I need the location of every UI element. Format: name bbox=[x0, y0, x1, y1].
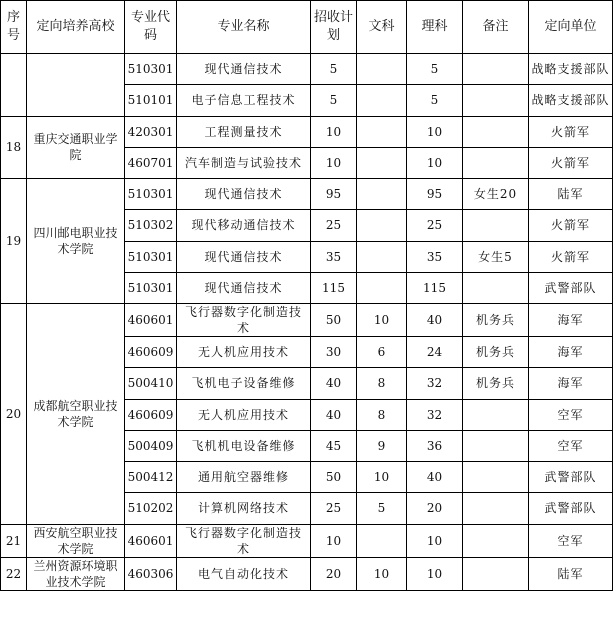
science-cell: 10 bbox=[407, 147, 463, 178]
code-cell: 460601 bbox=[125, 524, 177, 557]
unit-cell: 武警部队 bbox=[529, 272, 613, 303]
science-cell: 10 bbox=[407, 524, 463, 557]
unit-cell: 战略支援部队 bbox=[529, 54, 613, 85]
school-cell: 成都航空职业技术学院 bbox=[27, 304, 125, 525]
seq-cell: 20 bbox=[1, 304, 27, 525]
unit-cell: 火箭军 bbox=[529, 210, 613, 241]
code-cell: 510301 bbox=[125, 272, 177, 303]
science-cell: 20 bbox=[407, 493, 463, 524]
code-cell: 510301 bbox=[125, 54, 177, 85]
code-cell: 510202 bbox=[125, 493, 177, 524]
code-cell: 460609 bbox=[125, 337, 177, 368]
liberal-arts-cell bbox=[357, 116, 407, 147]
remarks-cell bbox=[463, 493, 529, 524]
code-cell: 510301 bbox=[125, 241, 177, 272]
header-liberal-arts: 文科 bbox=[357, 1, 407, 54]
liberal-arts-cell bbox=[357, 147, 407, 178]
science-cell: 24 bbox=[407, 337, 463, 368]
liberal-arts-cell: 5 bbox=[357, 493, 407, 524]
remarks-cell: 机务兵 bbox=[463, 337, 529, 368]
header-unit: 定向单位 bbox=[529, 1, 613, 54]
unit-cell: 空军 bbox=[529, 524, 613, 557]
remarks-cell: 机务兵 bbox=[463, 368, 529, 399]
major-name-cell: 飞机电子设备维修 bbox=[177, 368, 311, 399]
header-code: 专业代码 bbox=[125, 1, 177, 54]
remarks-cell bbox=[463, 399, 529, 430]
science-cell: 40 bbox=[407, 462, 463, 493]
school-cell: 四川邮电职业技术学院 bbox=[27, 179, 125, 304]
school-cell: 重庆交通职业学院 bbox=[27, 116, 125, 179]
major-name-cell: 现代通信技术 bbox=[177, 54, 311, 85]
science-cell: 5 bbox=[407, 85, 463, 116]
plan-cell: 35 bbox=[311, 241, 357, 272]
unit-cell: 海军 bbox=[529, 368, 613, 399]
major-name-cell: 通用航空器维修 bbox=[177, 462, 311, 493]
code-cell: 500412 bbox=[125, 462, 177, 493]
table-row bbox=[1, 54, 613, 85]
unit-cell: 武警部队 bbox=[529, 462, 613, 493]
liberal-arts-cell bbox=[357, 272, 407, 303]
liberal-arts-cell bbox=[357, 179, 407, 210]
remarks-cell bbox=[463, 85, 529, 116]
liberal-arts-cell bbox=[357, 524, 407, 557]
major-name-cell: 工程测量技术 bbox=[177, 116, 311, 147]
science-cell: 115 bbox=[407, 272, 463, 303]
remarks-cell bbox=[463, 524, 529, 557]
plan-cell: 50 bbox=[311, 462, 357, 493]
science-cell: 95 bbox=[407, 179, 463, 210]
remarks-cell bbox=[463, 557, 529, 590]
header-school: 定向培养高校 bbox=[27, 1, 125, 54]
plan-cell: 10 bbox=[311, 116, 357, 147]
science-cell: 32 bbox=[407, 368, 463, 399]
major-name-cell: 无人机应用技术 bbox=[177, 337, 311, 368]
plan-cell: 115 bbox=[311, 272, 357, 303]
plan-cell: 40 bbox=[311, 399, 357, 430]
header-remarks: 备注 bbox=[463, 1, 529, 54]
liberal-arts-cell: 10 bbox=[357, 304, 407, 337]
major-name-cell: 现代通信技术 bbox=[177, 241, 311, 272]
plan-cell: 10 bbox=[311, 524, 357, 557]
unit-cell: 火箭军 bbox=[529, 241, 613, 272]
liberal-arts-cell: 9 bbox=[357, 430, 407, 461]
major-name-cell: 飞机机电设备维修 bbox=[177, 430, 311, 461]
seq-cell: 18 bbox=[1, 116, 27, 179]
liberal-arts-cell bbox=[357, 85, 407, 116]
code-cell: 500410 bbox=[125, 368, 177, 399]
seq-cell bbox=[1, 54, 27, 117]
remarks-cell bbox=[463, 272, 529, 303]
unit-cell: 空军 bbox=[529, 399, 613, 430]
code-cell: 510302 bbox=[125, 210, 177, 241]
major-name-cell: 汽车制造与试验技术 bbox=[177, 147, 311, 178]
plan-cell: 45 bbox=[311, 430, 357, 461]
major-name-cell: 现代通信技术 bbox=[177, 272, 311, 303]
science-cell: 35 bbox=[407, 241, 463, 272]
code-cell: 500409 bbox=[125, 430, 177, 461]
remarks-cell bbox=[463, 210, 529, 241]
table-row bbox=[1, 304, 613, 337]
science-cell: 36 bbox=[407, 430, 463, 461]
remarks-cell: 女生5 bbox=[463, 241, 529, 272]
header-science: 理科 bbox=[407, 1, 463, 54]
plan-cell: 50 bbox=[311, 304, 357, 337]
seq-cell: 19 bbox=[1, 179, 27, 304]
major-name-cell: 现代通信技术 bbox=[177, 179, 311, 210]
code-cell: 510301 bbox=[125, 179, 177, 210]
table-row bbox=[1, 116, 613, 147]
table-row bbox=[1, 524, 613, 557]
unit-cell: 空军 bbox=[529, 430, 613, 461]
code-cell: 420301 bbox=[125, 116, 177, 147]
table-row bbox=[1, 557, 613, 590]
code-cell: 460609 bbox=[125, 399, 177, 430]
liberal-arts-cell bbox=[357, 241, 407, 272]
major-name-cell: 飞行器数字化制造技术 bbox=[177, 304, 311, 337]
header-plan: 招收计划 bbox=[311, 1, 357, 54]
plan-cell: 40 bbox=[311, 368, 357, 399]
major-name-cell: 计算机网络技术 bbox=[177, 493, 311, 524]
liberal-arts-cell: 8 bbox=[357, 399, 407, 430]
liberal-arts-cell: 10 bbox=[357, 462, 407, 493]
remarks-cell bbox=[463, 54, 529, 85]
header-major-name: 专业名称 bbox=[177, 1, 311, 54]
school-cell: 兰州资源环境职业技术学院 bbox=[27, 557, 125, 590]
science-cell: 10 bbox=[407, 116, 463, 147]
major-name-cell: 飞行器数字化制造技术 bbox=[177, 524, 311, 557]
plan-cell: 25 bbox=[311, 210, 357, 241]
seq-cell: 21 bbox=[1, 524, 27, 557]
unit-cell: 火箭军 bbox=[529, 147, 613, 178]
science-cell: 25 bbox=[407, 210, 463, 241]
liberal-arts-cell: 6 bbox=[357, 337, 407, 368]
remarks-cell: 机务兵 bbox=[463, 304, 529, 337]
liberal-arts-cell: 8 bbox=[357, 368, 407, 399]
remarks-cell: 女生20 bbox=[463, 179, 529, 210]
code-cell: 510101 bbox=[125, 85, 177, 116]
plan-cell: 95 bbox=[311, 179, 357, 210]
plan-cell: 5 bbox=[311, 54, 357, 85]
plan-cell: 20 bbox=[311, 557, 357, 590]
remarks-cell bbox=[463, 147, 529, 178]
liberal-arts-cell bbox=[357, 210, 407, 241]
plan-cell: 25 bbox=[311, 493, 357, 524]
science-cell: 5 bbox=[407, 54, 463, 85]
unit-cell: 陆军 bbox=[529, 557, 613, 590]
code-cell: 460701 bbox=[125, 147, 177, 178]
remarks-cell bbox=[463, 116, 529, 147]
plan-cell: 10 bbox=[311, 147, 357, 178]
table-row bbox=[1, 179, 613, 210]
major-name-cell: 电子信息工程技术 bbox=[177, 85, 311, 116]
science-cell: 32 bbox=[407, 399, 463, 430]
major-name-cell: 无人机应用技术 bbox=[177, 399, 311, 430]
liberal-arts-cell bbox=[357, 54, 407, 85]
liberal-arts-cell: 10 bbox=[357, 557, 407, 590]
code-cell: 460601 bbox=[125, 304, 177, 337]
science-cell: 10 bbox=[407, 557, 463, 590]
major-name-cell: 电气自动化技术 bbox=[177, 557, 311, 590]
table-body bbox=[1, 54, 613, 591]
school-cell bbox=[27, 54, 125, 117]
plan-cell: 5 bbox=[311, 85, 357, 116]
header-seq: 序号 bbox=[1, 1, 27, 54]
seq-cell: 22 bbox=[1, 557, 27, 590]
unit-cell: 陆军 bbox=[529, 179, 613, 210]
science-cell: 40 bbox=[407, 304, 463, 337]
unit-cell: 武警部队 bbox=[529, 493, 613, 524]
header-row bbox=[1, 1, 613, 54]
unit-cell: 火箭军 bbox=[529, 116, 613, 147]
unit-cell: 海军 bbox=[529, 304, 613, 337]
unit-cell: 战略支援部队 bbox=[529, 85, 613, 116]
major-name-cell: 现代移动通信技术 bbox=[177, 210, 311, 241]
school-cell: 西安航空职业技术学院 bbox=[27, 524, 125, 557]
unit-cell: 海军 bbox=[529, 337, 613, 368]
remarks-cell bbox=[463, 462, 529, 493]
plan-cell: 30 bbox=[311, 337, 357, 368]
code-cell: 460306 bbox=[125, 557, 177, 590]
remarks-cell bbox=[463, 430, 529, 461]
